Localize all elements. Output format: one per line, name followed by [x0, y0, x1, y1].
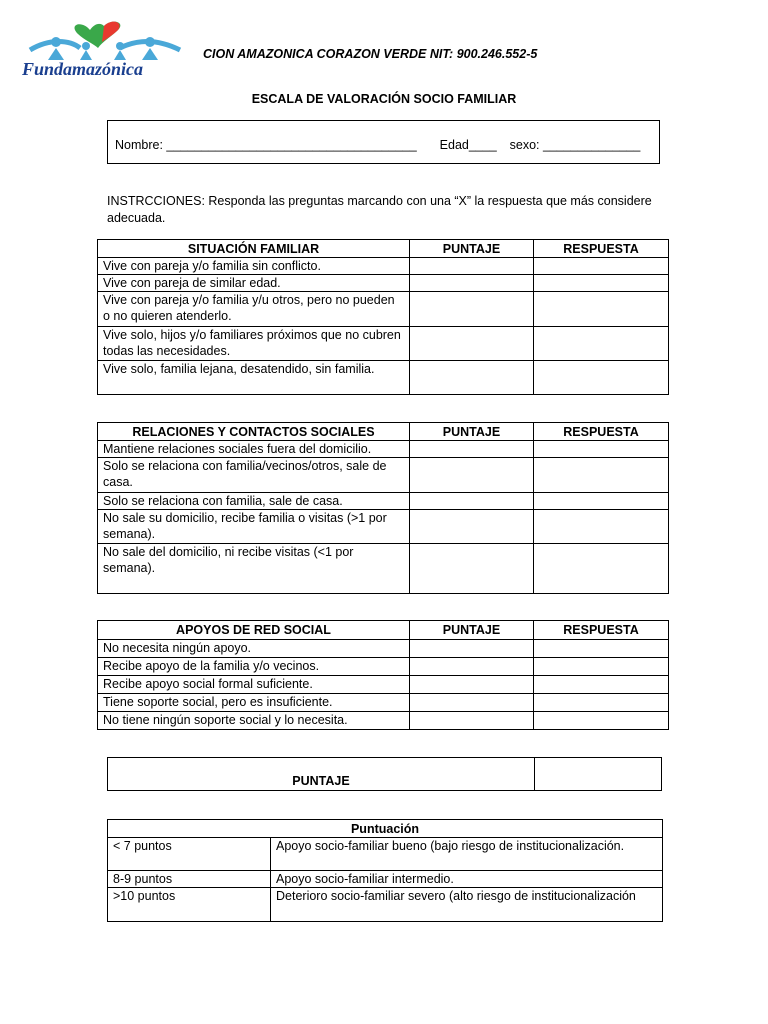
table-header: PUNTAJE — [410, 621, 534, 640]
puntaje-total-label: PUNTAJE — [292, 774, 350, 788]
table-row: Vive con pareja y/o familia y/u otros, pero no pueden o no quieren atenderlo. — [98, 292, 410, 327]
table-row: Recibe apoyo de la familia y/o vecinos. — [98, 658, 410, 676]
respuesta-cell[interactable] — [534, 510, 669, 544]
puntaje-cell[interactable] — [410, 694, 534, 712]
logo-text: Fundamazónica — [22, 59, 144, 79]
puntaje-cell[interactable] — [410, 327, 534, 361]
table-row: Vive solo, familia lejana, desatendido, sin familia. — [98, 361, 410, 395]
respuesta-cell[interactable] — [534, 640, 669, 658]
respuesta-cell[interactable] — [534, 658, 669, 676]
respuesta-cell[interactable] — [534, 441, 669, 458]
respuesta-cell[interactable] — [534, 694, 669, 712]
respuesta-cell[interactable] — [534, 544, 669, 594]
edad-field[interactable]: Edad____ — [439, 138, 497, 152]
relaciones-contactos-table — [97, 422, 669, 594]
table-row: Vive solo, hijos y/o familiares próximos que no cubren todas las necesidades. — [98, 327, 410, 361]
document-title: ESCALA DE VALORACIÓN SOCIO FAMILIAR — [251, 92, 517, 106]
puntaje-cell[interactable] — [410, 640, 534, 658]
score-description: Apoyo socio-familiar intermedio. — [271, 871, 663, 888]
puntaje-cell[interactable] — [410, 458, 534, 493]
fundamazonica-logo — [20, 18, 192, 82]
respuesta-cell[interactable] — [534, 361, 669, 395]
table-header: PUNTAJE — [410, 240, 534, 258]
personal-info-row — [115, 138, 640, 152]
respuesta-cell[interactable] — [534, 493, 669, 510]
puntaje-cell[interactable] — [410, 292, 534, 327]
organization-line: CION AMAZONICA CORAZON VERDE NIT: 900.246.552-5 — [203, 47, 538, 61]
respuesta-cell[interactable] — [534, 458, 669, 493]
table-row: Recibe apoyo social formal suficiente. — [98, 676, 410, 694]
puntaje-cell[interactable] — [410, 361, 534, 395]
table-header: RESPUESTA — [534, 240, 669, 258]
puntaje-cell[interactable] — [410, 544, 534, 594]
respuesta-cell[interactable] — [534, 327, 669, 361]
puntaje-cell[interactable] — [410, 275, 534, 292]
apoyos-red-social-table — [97, 620, 669, 730]
score-range: >10 puntos — [108, 888, 271, 922]
table-row: No sale del domicilio, ni recibe visitas (<1 por semana). — [98, 544, 410, 594]
respuesta-cell[interactable] — [534, 712, 669, 730]
personal-info-box — [107, 120, 660, 164]
respuesta-cell[interactable] — [534, 275, 669, 292]
table-header: RESPUESTA — [534, 621, 669, 640]
nombre-field[interactable]: Nombre: ____________________________________ — [115, 138, 417, 152]
table-header: SITUACIÓN FAMILIAR — [98, 240, 410, 258]
table-row: No tiene ningún soporte social y lo necesita. — [98, 712, 410, 730]
table-row: Vive con pareja de similar edad. — [98, 275, 410, 292]
puntuacion-title: Puntuación — [108, 820, 663, 838]
puntaje-cell[interactable] — [410, 510, 534, 544]
table-row: Vive con pareja y/o familia sin conflicto. — [98, 258, 410, 275]
table-row: No sale su domicilio, recibe familia o visitas (>1 por semana). — [98, 510, 410, 544]
situacion-familiar-table — [97, 239, 669, 395]
puntaje-cell[interactable] — [410, 258, 534, 275]
table-row: Solo se relaciona con familia/vecinos/otros, sale de casa. — [98, 458, 410, 493]
instructions-text: INSTRCCIONES: Responda las preguntas marcando con una “X” la respuesta que más considere adecuada. — [107, 194, 652, 225]
table-header: PUNTAJE — [410, 423, 534, 441]
puntaje-cell[interactable] — [410, 676, 534, 694]
score-range: < 7 puntos — [108, 838, 271, 871]
puntuacion-table — [107, 819, 663, 922]
table-header: RELACIONES Y CONTACTOS SOCIALES — [98, 423, 410, 441]
sexo-field[interactable]: sexo: ______________ — [509, 138, 641, 152]
puntaje-total-cell[interactable] — [535, 758, 661, 790]
table-header: APOYOS DE RED SOCIAL — [98, 621, 410, 640]
table-row: Solo se relaciona con familia, sale de casa. — [98, 493, 410, 510]
score-description: Deterioro socio-familiar severo (alto riesgo de institucionalización — [271, 888, 663, 922]
respuesta-cell[interactable] — [534, 258, 669, 275]
table-header: RESPUESTA — [534, 423, 669, 441]
respuesta-cell[interactable] — [534, 292, 669, 327]
table-row: Mantiene relaciones sociales fuera del domicilio. — [98, 441, 410, 458]
puntaje-cell[interactable] — [410, 441, 534, 458]
puntaje-cell[interactable] — [410, 712, 534, 730]
respuesta-cell[interactable] — [534, 676, 669, 694]
table-row: No necesita ningún apoyo. — [98, 640, 410, 658]
puntaje-cell[interactable] — [410, 658, 534, 676]
puntaje-total-box — [107, 757, 662, 791]
score-range: 8-9 puntos — [108, 871, 271, 888]
table-row: Tiene soporte social, pero es insuficiente. — [98, 694, 410, 712]
score-description: Apoyo socio-familiar bueno (bajo riesgo de institucionalización. — [271, 838, 663, 871]
puntaje-cell[interactable] — [410, 493, 534, 510]
